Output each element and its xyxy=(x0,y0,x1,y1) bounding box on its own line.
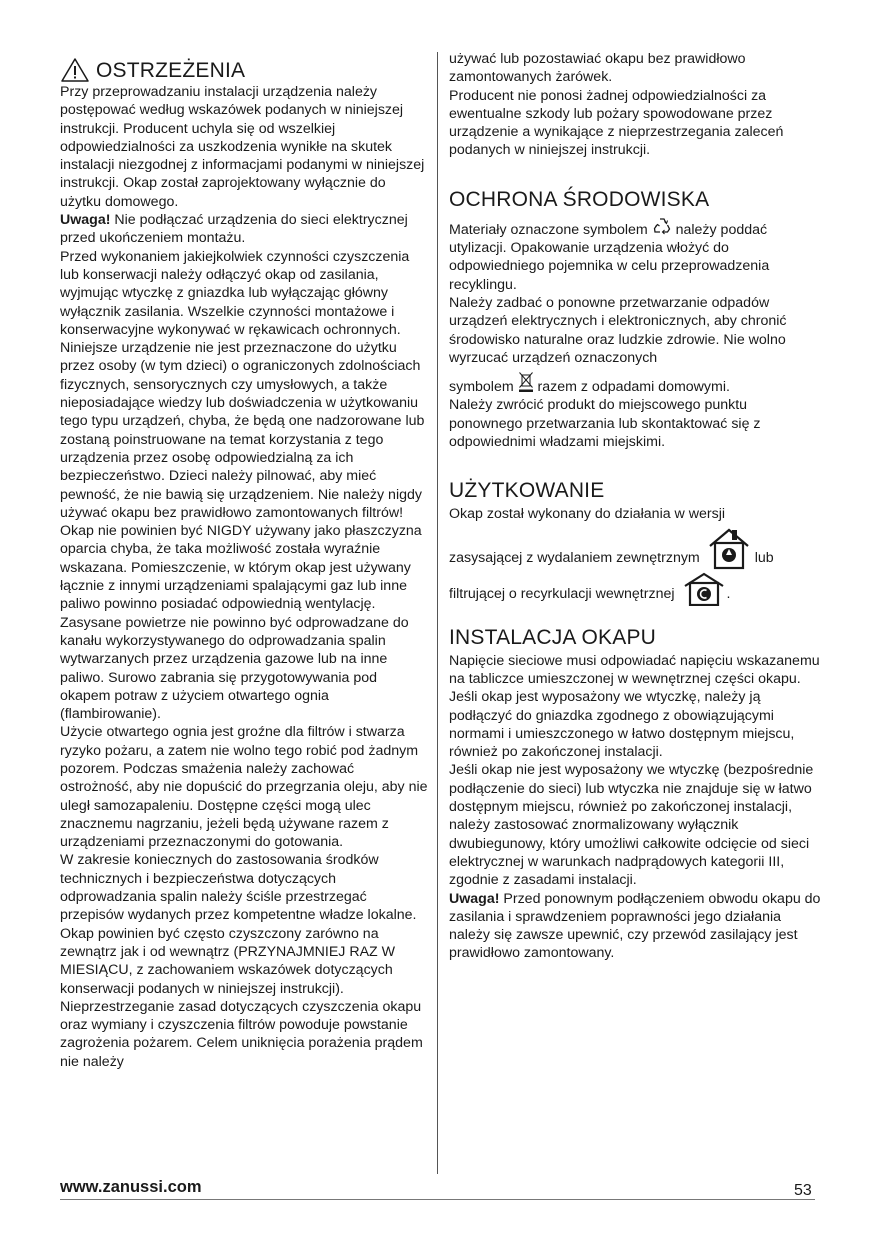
installation-warning-label: Uwaga! xyxy=(449,890,500,907)
warnings-paragraph-5: W zakresie koniecznych do zastosowania środków technicznych i bezpieczeństwa dotyczących odprowadzania spalin należy ściśle przestrzegać przepisów wydanych przez kompetentne władze lokalne. xyxy=(60,852,417,924)
environment-paragraph-4: Należy zwrócić produkt do miejscowego punktu ponownego przetwarzania lub skontaktować się z odpowiednimi władzami miejskimi. xyxy=(449,397,761,451)
warnings-paragraph-2: Uwaga! Nie podłączać urządzenia do sieci elektrycznej przed ukończeniem montażu. xyxy=(60,212,408,247)
warnings-paragraph-1: Przy przeprowadzaniu instalacji urządzenia należy postępować według wskazówek podanych w niniejszej instrukcji. Producent uchyla się od wszelkiej odpowiedzialności za uszkodzenia wynikłe na skutek instalacji niezgodnej z informacjami podanymi w niniejszej instrukcji. Okap został zaprojektowany wyłącznie do użytku domowego. xyxy=(60,84,425,210)
column-divider xyxy=(437,52,438,1174)
environment-heading: OCHRONA ŚRODOWISKA xyxy=(449,187,710,211)
extraction-mode-icon xyxy=(706,526,752,570)
installation-section xyxy=(449,626,821,963)
right-column xyxy=(449,50,821,963)
installation-paragraph-1: Napięcie sieciowe musi odpowiadać napięciu wskazanemu na tabliczce umieszczonej w wewnętrznej części okapu. Jeśli okap jest wyposażony we wtyczkę, należy ją podłączyć do gniazdka zgodnego z obowiązującymi normami i umieszczonego w łatwo dostępnym miejscu, również po zakończonej instalacji. xyxy=(449,652,820,761)
continued-paragraph-1: używać lub pozostawiać okapu bez prawidłowo zamontowanych żarówek. xyxy=(449,51,746,86)
environment-section xyxy=(449,188,821,452)
footer-website-url: www.zanussi.com xyxy=(60,1178,202,1196)
continued-paragraph-2: Producent nie ponosi żadnej odpowiedzialności za ewentualne szkody lub pożary spowodowane przez urządzenie a wynikające z nieprzestrzegania zaleceń podanych w niniejszej instrukcji. xyxy=(449,87,784,159)
installation-heading: INSTALACJA OKAPU xyxy=(449,625,657,649)
installation-paragraph-3: Uwaga! Przed ponownym podłączeniem obwodu okapu do zasilania i sprawdzeniem poprawności jego działania należy się zawsze upewnić, czy przewód zasilający jest prawidłowo zamontowany. xyxy=(449,890,821,962)
installation-paragraph-2: Jeśli okap nie jest wyposażony we wtyczkę (bezpośrednie podłączenie do sieci) lub wtyczka nie znajduje się w łatwo dostępnym miejscu, również po zakończonej instalacji, należy zastosować znormalizowany wyłącznik dwubiegunowy, który umożliwi całkowite odcięcie od sieci elektrycznej w warunkach nadprądowych kategorii III, zgodnie z zasadami instalacji. xyxy=(449,762,814,889)
usage-extraction-line: zasysającej z wydalaniem zewnętrznym lub xyxy=(449,526,821,568)
warning-triangle-icon xyxy=(60,57,90,83)
left-column xyxy=(60,50,428,1071)
recycle-icon xyxy=(652,216,672,236)
usage-section xyxy=(449,479,821,603)
warnings-paragraph-3: Przed wykonaniem jakiejkolwiek czynności czyszczenia lub konserwacji należy odłączyć okap od zasilania, wyjmując wtyczkę z gniazdka lub wyłączając główny wyłącznik zasilania. Wszelkie czynności montażowe i konserwacyjne wykonywać w rękawicach ochronnych. Niniejsze urządzenie nie jest przeznaczone do użytku przez osoby (w tym dzieci) o ograniczonych zdolnościach fizycznych, sensorycznych czy umysłowych, a także nieposiadające wiedzy lub doświadczenia w użytkowaniu tego typu urządzeń, chyba, że będą one nadzorowane lub zostaną poinstruowane na temat korzystania z tego urządzenia przez osobę odpowiedzialną za ich bezpieczeństwo. Dzieci należy pilnować, aby mieć pewność, że nie bawią się urządzeniem. Nie należy nigdy używać okapu bez prawidłowo zamontowanych filtrów! Okap nie powinien być NIGDY używany jako płaszczyzna oparcia chyba, że taka możliwość została wyraźnie wskazana. Pomieszczenie, w którym okap jest używany łącznie z innymi urządzeniami spalającymi gaz lub inne paliwo powinno posiadać odpowiednią wentylację. Zasysane powietrze nie powinno być odprowadzane do kanału wykorzystywanego do odprowadzania spalin wytwarzanych przez urządzenia gazowe lub na inne paliwo. Surowo zabrania się przygotowywania pod okapem potraw z użyciem otwartego ognia (flambirowanie). xyxy=(60,248,425,723)
usage-paragraph-1: Okap został wykonany do działania w wersji xyxy=(449,506,725,523)
warnings-paragraph-4: Użycie otwartego ognia jest groźne dla filtrów i stwarza ryzyko pożaru, a zatem nie wolno tego robić pod żadnym pozorem. Podczas smażenia należy zachować ostrożność, aby nie dopuścić do przegrzania oleju, aby nie uległ samozapaleniu. Dostępne części mogą ulec znacznemu nagrzaniu, jeżeli będą używane razem z urządzeniami przeznaczonymi do gotowania. xyxy=(60,724,428,851)
environment-paragraph-1: Materiały oznaczone symbolem należy poddać utylizacji. Opakowanie urządzenia włożyć do odpowiedniego pojemnika w celu przeprowadzenia recyklingu. xyxy=(449,216,821,294)
crossed-bin-icon xyxy=(518,371,534,393)
page-number: 53 xyxy=(794,1182,812,1199)
usage-recirculation-line: filtrującej o recyrkulacji wewnętrznej . xyxy=(449,572,821,604)
footer-rule xyxy=(60,1199,815,1200)
warnings-heading-row xyxy=(60,57,428,83)
usage-heading: UŻYTKOWANIE xyxy=(449,479,605,503)
warning-label: Uwaga! xyxy=(60,212,111,229)
environment-paragraph-2: Należy zadbać o ponowne przetwarzanie odpadów urządzeń elektrycznych i elektronicznych, aby chronić środowisko naturalne oraz ludzkie zdrowie. Nie wolno wyrzucać urządzeń oznaczonych xyxy=(449,294,787,366)
environment-paragraph-3: symbolem razem z odpadami domowymi. xyxy=(449,371,821,396)
warnings-heading: OSTRZEŻENIA xyxy=(96,59,246,82)
warnings-paragraph-6: Okap powinien być często czyszczony zarówno na zewnątrz jak i od wewnątrz (PRZYNAJMNIEJ RAZ W MIESIĄCU, z zachowaniem wskazówek dotyczących konserwacji podanych w niniejszej instrukcji). Nieprzestrzeganie zasad dotyczących czyszczenia okapu oraz wymiany i czyszczenia filtrów powoduje powstanie zagrożenia pożarem. Celem uniknięcia porażenia prądem nie należy xyxy=(60,925,423,1070)
recirculation-mode-icon xyxy=(681,572,727,606)
